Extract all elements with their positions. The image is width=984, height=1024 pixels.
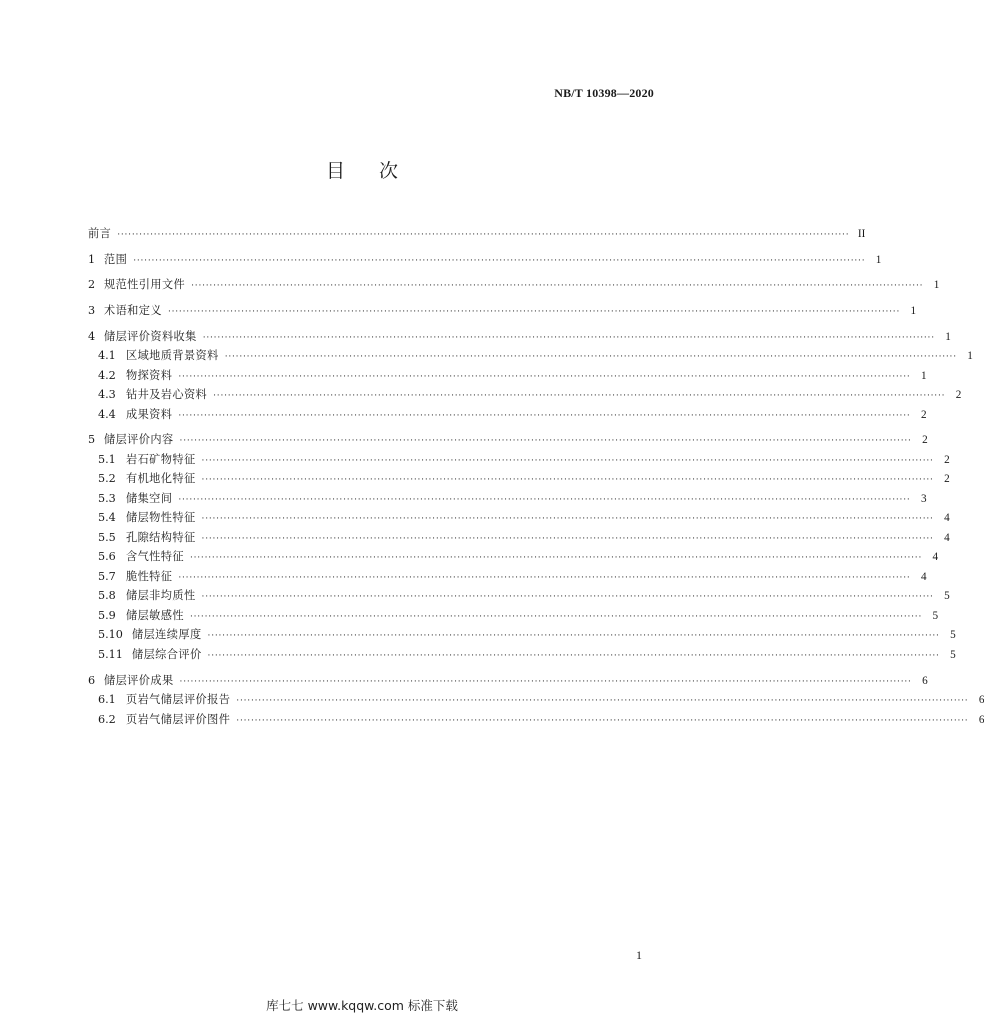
toc-leader-dots: ········································································································································································································ bbox=[178, 494, 911, 505]
toc-entry-label: 成果资料 bbox=[126, 407, 173, 421]
toc-entry-page: 1 bbox=[875, 253, 882, 266]
toc-entry[interactable] bbox=[88, 250, 882, 270]
toc-leader-dots: ········································································································································································································ bbox=[133, 255, 866, 266]
toc-entry-number: 5 bbox=[88, 433, 96, 447]
toc-entry-number: 5.8 bbox=[98, 589, 116, 603]
toc-entry-page: 4 bbox=[944, 512, 950, 525]
standard-code: NB/T 10398—2020 bbox=[554, 86, 654, 100]
toc-entry-number: 4.3 bbox=[98, 388, 116, 402]
toc-leader-dots: ········································································································································································································ bbox=[236, 715, 969, 726]
toc-entry-page: 6 bbox=[978, 713, 984, 726]
toc-entry[interactable] bbox=[88, 301, 917, 321]
toc-entry[interactable] bbox=[88, 528, 950, 548]
toc-entry[interactable] bbox=[88, 547, 939, 567]
toc-entry-number: 6 bbox=[88, 673, 96, 687]
toc-entry[interactable] bbox=[88, 385, 962, 405]
toc-leader-dots: ········································································································································································································ bbox=[201, 533, 934, 544]
toc-entry[interactable] bbox=[88, 671, 928, 691]
toc-entry-number: 4.2 bbox=[98, 368, 116, 382]
toc-entry-number: 4.1 bbox=[98, 349, 116, 363]
toc-entry-page: 4 bbox=[920, 570, 927, 583]
toc-leader-dots: ········································································································································································································ bbox=[213, 391, 946, 402]
toc-entry-label: 范围 bbox=[104, 252, 128, 266]
toc-entry-label: 储层物性特征 bbox=[126, 511, 196, 525]
toc-entry-number: 5.1 bbox=[98, 452, 116, 466]
toc-entry-number: 1 bbox=[88, 252, 96, 266]
watermark-text: 库七七 www.kqqw.com 标准下载 bbox=[266, 998, 458, 1013]
toc-entry-number: 4.4 bbox=[98, 407, 116, 421]
toc-leader-dots: ········································································································································································································ bbox=[207, 631, 940, 642]
toc-leader-dots: ········································································································································································································ bbox=[179, 676, 912, 687]
page-title bbox=[0, 156, 724, 183]
toc-entry-number: 6.1 bbox=[98, 693, 116, 707]
table-of-contents bbox=[88, 224, 984, 729]
toc-entry[interactable] bbox=[88, 567, 927, 587]
toc-entry-label: 有机地化特征 bbox=[126, 472, 196, 486]
toc-entry-number: 2 bbox=[88, 278, 96, 292]
toc-leader-dots: ········································································································································································································ bbox=[202, 332, 935, 343]
toc-entry-page: 5 bbox=[950, 648, 956, 661]
toc-entry-page: 5 bbox=[950, 629, 956, 642]
toc-entry[interactable] bbox=[88, 366, 927, 386]
toc-entry[interactable] bbox=[88, 224, 866, 244]
toc-leader-dots: ········································································································································································································ bbox=[179, 436, 912, 447]
toc-entry-number: 3 bbox=[88, 304, 96, 318]
toc-entry[interactable] bbox=[88, 606, 939, 626]
toc-leader-dots: ········································································································································································································ bbox=[236, 696, 969, 707]
title-char-1: 目 bbox=[325, 160, 345, 182]
toc-entry-page: 3 bbox=[920, 492, 927, 505]
toc-entry-label: 前言 bbox=[88, 227, 112, 240]
toc-entry-label: 岩石矿物特征 bbox=[126, 452, 196, 466]
toc-entry-label: 孔隙结构特征 bbox=[126, 530, 196, 544]
toc-entry-number: 5.2 bbox=[98, 472, 116, 486]
toc-entry-page: 2 bbox=[944, 473, 950, 486]
toc-entry-page: 5 bbox=[932, 609, 939, 622]
toc-leader-dots: ········································································································································································································ bbox=[224, 352, 957, 363]
toc-entry-number: 5.9 bbox=[98, 608, 116, 622]
toc-leader-dots: ········································································································································································································ bbox=[178, 371, 911, 382]
toc-entry[interactable] bbox=[88, 275, 940, 295]
toc-leader-dots: ········································································································································································································ bbox=[117, 230, 850, 240]
toc-entry-label: 物探资料 bbox=[126, 368, 173, 382]
toc-entry[interactable] bbox=[88, 586, 950, 606]
toc-entry-label: 页岩气储层评价图件 bbox=[126, 712, 231, 726]
toc-entry[interactable] bbox=[88, 327, 951, 347]
toc-entry[interactable] bbox=[88, 625, 956, 645]
toc-entry-page: II bbox=[857, 228, 866, 240]
toc-entry[interactable] bbox=[88, 690, 984, 710]
toc-entry-number: 5.11 bbox=[98, 647, 123, 661]
toc-leader-dots: ········································································································································································································ bbox=[201, 475, 934, 486]
toc-entry-page: 2 bbox=[922, 434, 928, 447]
toc-entry[interactable] bbox=[88, 489, 927, 509]
toc-entry-page: 2 bbox=[955, 389, 962, 402]
toc-entry-page: 1 bbox=[967, 350, 973, 363]
toc-entry-number: 5.7 bbox=[98, 569, 116, 583]
toc-entry-label: 储层评价成果 bbox=[104, 673, 174, 687]
toc-entry-label: 含气性特征 bbox=[126, 550, 184, 564]
toc-entry-page: 1 bbox=[920, 369, 927, 382]
toc-entry-label: 储集空间 bbox=[126, 491, 173, 505]
toc-entry-page: 5 bbox=[944, 590, 950, 603]
toc-entry[interactable] bbox=[88, 405, 927, 425]
toc-leader-dots: ········································································································································································································ bbox=[189, 553, 923, 564]
toc-entry[interactable] bbox=[88, 430, 928, 450]
toc-entry-page: 2 bbox=[920, 408, 927, 421]
toc-entry-label: 储层连续厚度 bbox=[132, 628, 202, 642]
toc-entry-page: 6 bbox=[978, 694, 984, 707]
toc-entry[interactable] bbox=[88, 346, 973, 366]
toc-entry[interactable] bbox=[88, 710, 984, 730]
toc-leader-dots: ········································································································································································································ bbox=[189, 611, 923, 622]
toc-leader-dots: ········································································································································································································ bbox=[201, 514, 934, 525]
toc-entry-label: 页岩气储层评价报告 bbox=[126, 693, 231, 707]
toc-entry-page: 1 bbox=[933, 279, 940, 292]
toc-entry-page: 2 bbox=[944, 453, 950, 466]
toc-entry-label: 储层评价资料收集 bbox=[104, 329, 197, 343]
toc-leader-dots: ········································································································································································································ bbox=[178, 572, 911, 583]
toc-entry-number: 5.5 bbox=[98, 530, 116, 544]
toc-entry-label: 术语和定义 bbox=[104, 304, 162, 318]
toc-entry-label: 脆性特征 bbox=[126, 569, 173, 583]
toc-entry-number: 6.2 bbox=[98, 712, 116, 726]
toc-entry-page: 4 bbox=[932, 551, 939, 564]
toc-entry-label: 储层评价内容 bbox=[104, 433, 174, 447]
toc-entry-label: 储层综合评价 bbox=[132, 647, 202, 661]
toc-entry-label: 储层非均质性 bbox=[126, 589, 196, 603]
toc-entry[interactable] bbox=[88, 450, 950, 470]
toc-entry-label: 规范性引用文件 bbox=[104, 278, 186, 292]
toc-entry-label: 钻井及岩心资料 bbox=[126, 388, 208, 402]
toc-entry-number: 5.4 bbox=[98, 511, 116, 525]
toc-entry-label: 储层敏感性 bbox=[126, 608, 184, 622]
toc-leader-dots: ········································································································································································································ bbox=[201, 455, 934, 466]
toc-entry-label: 区域地质背景资料 bbox=[126, 349, 219, 363]
toc-entry[interactable] bbox=[88, 469, 950, 489]
toc-leader-dots: ········································································································································································································ bbox=[191, 281, 924, 292]
toc-entry-page: 6 bbox=[922, 674, 928, 687]
toc-entry-number: 5.6 bbox=[98, 550, 116, 564]
toc-entry-page: 1 bbox=[910, 305, 917, 318]
toc-entry-number: 5.10 bbox=[98, 628, 123, 642]
toc-entry-page: 1 bbox=[945, 330, 951, 343]
toc-entry[interactable] bbox=[88, 508, 950, 528]
toc-entry-number: 5.3 bbox=[98, 491, 116, 505]
toc-entry-page: 4 bbox=[944, 531, 950, 544]
toc-leader-dots: ········································································································································································································ bbox=[167, 307, 901, 318]
title-char-2: 次 bbox=[379, 160, 399, 182]
toc-leader-dots: ········································································································································································································ bbox=[178, 410, 911, 421]
toc-entry[interactable] bbox=[88, 645, 956, 665]
page-number: 1 bbox=[636, 948, 642, 962]
toc-entry-number: 4 bbox=[88, 329, 96, 343]
toc-leader-dots: ········································································································································································································ bbox=[201, 592, 934, 603]
toc-leader-dots: ········································································································································································································ bbox=[207, 650, 940, 661]
